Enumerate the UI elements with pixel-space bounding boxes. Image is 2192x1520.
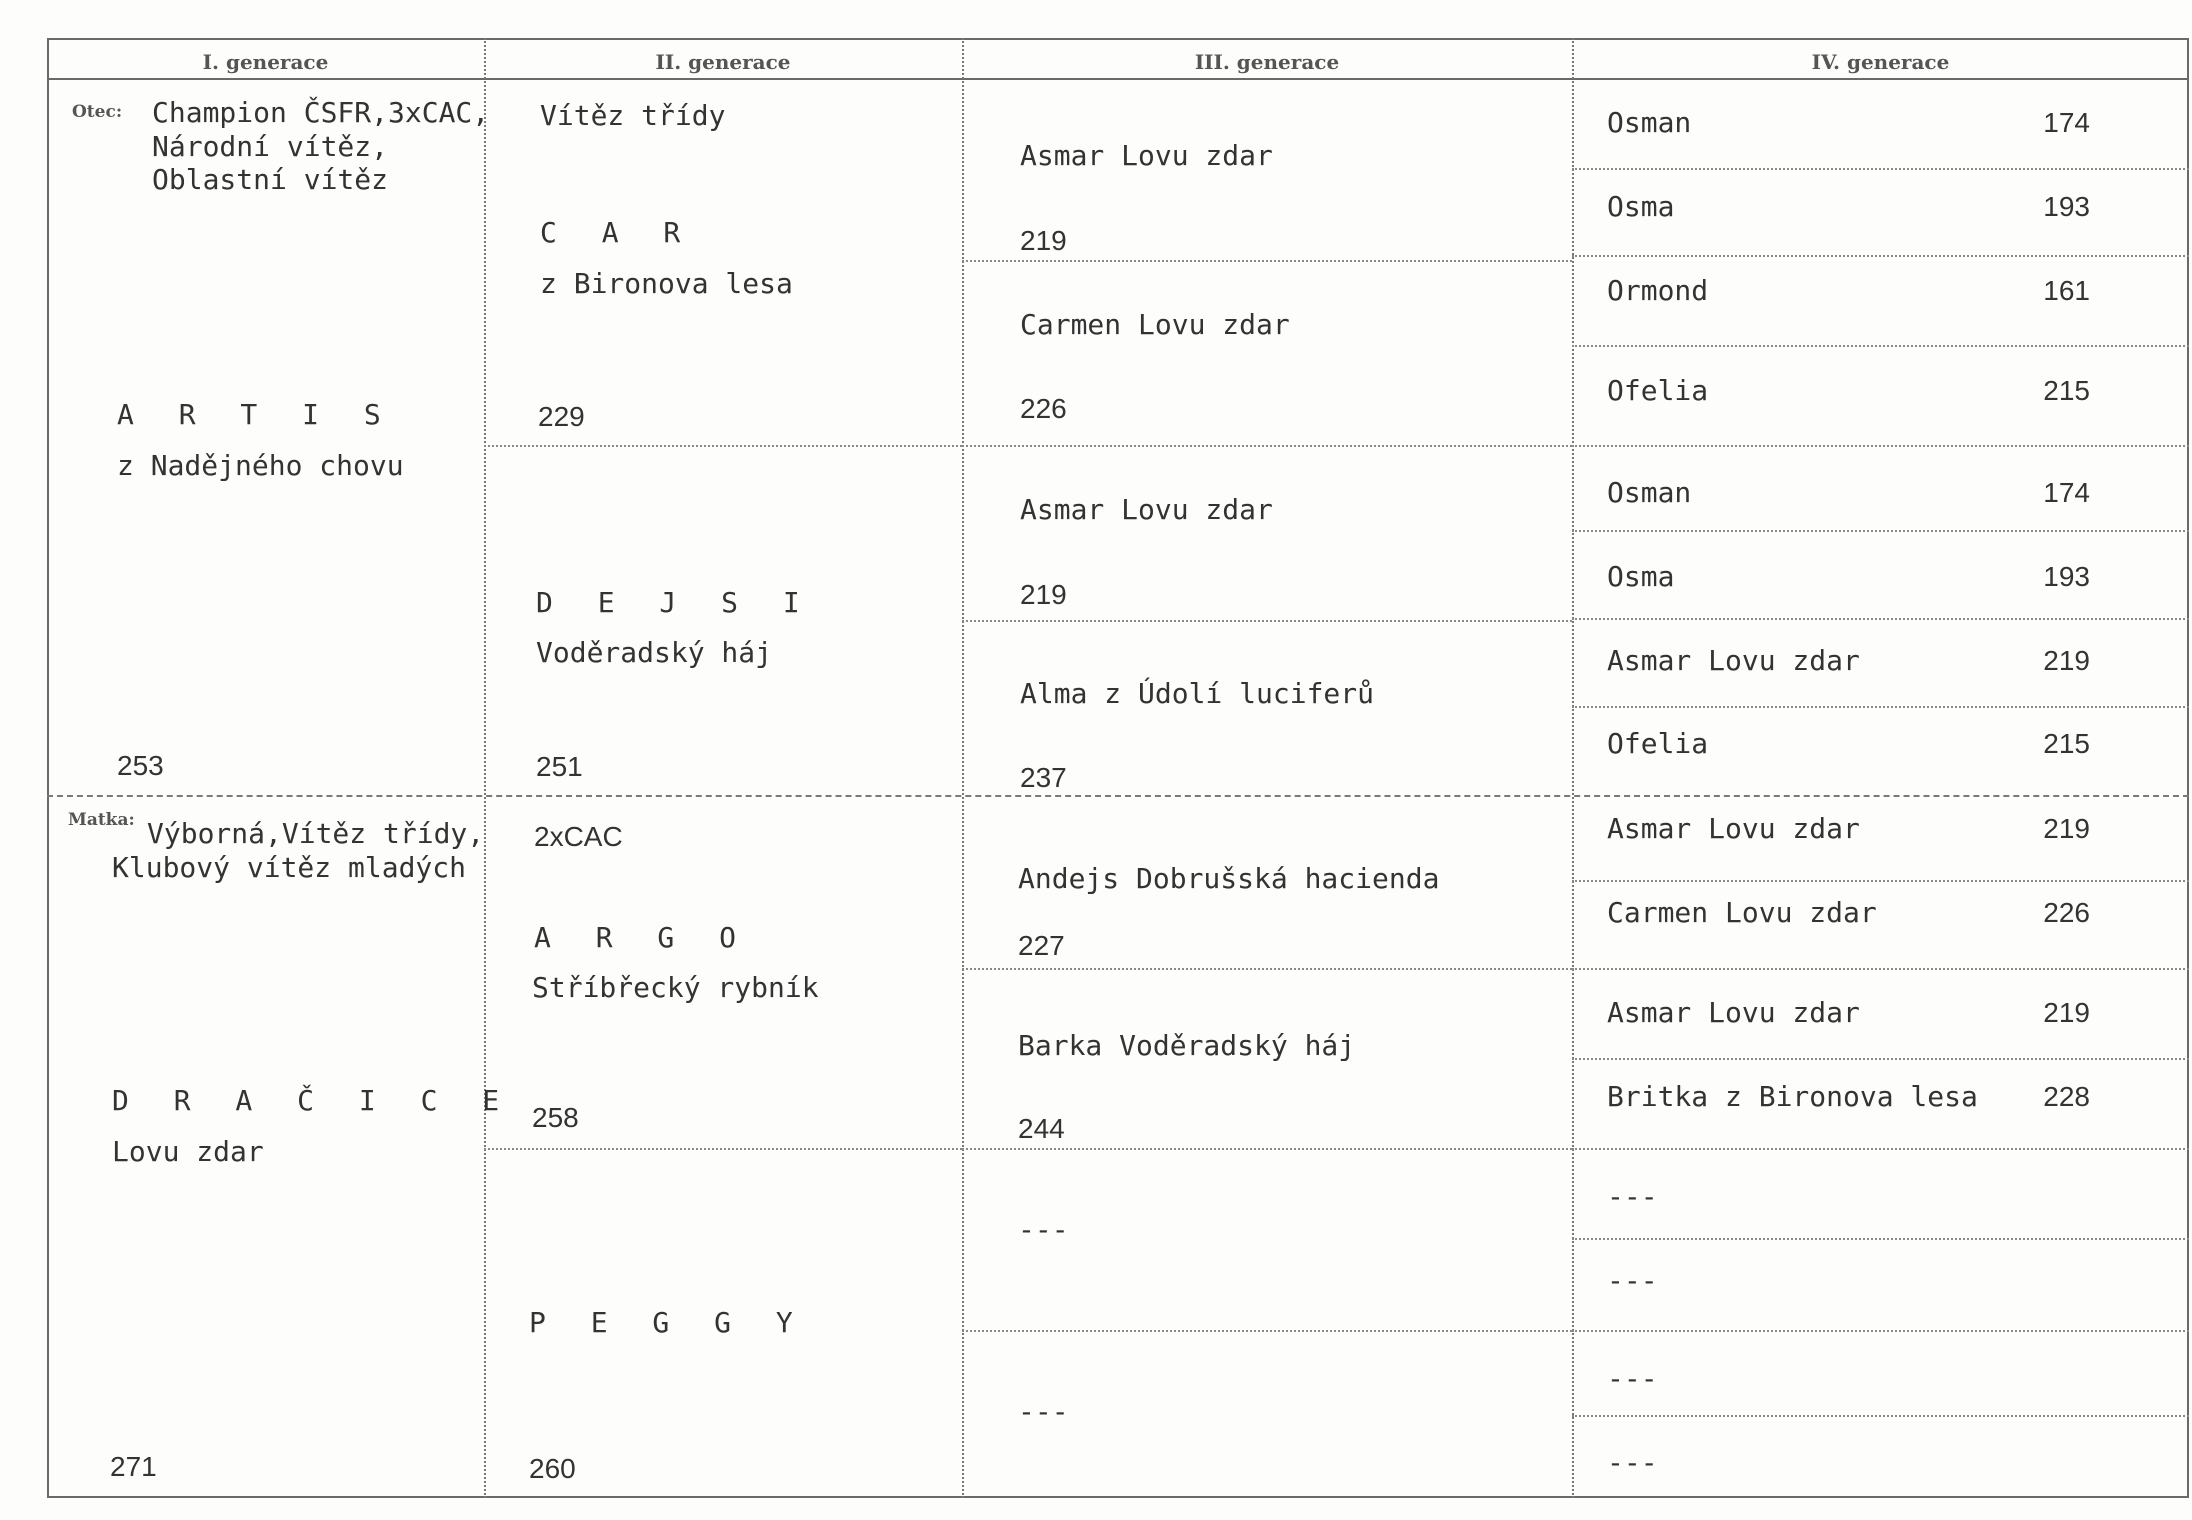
gen4-12-number: 228 bbox=[2043, 1081, 2090, 1112]
gen4-9-name: Asmar Lovu zdar bbox=[1607, 812, 1860, 845]
gen3-divider-2 bbox=[962, 445, 1572, 447]
header-gen1: I. generace bbox=[202, 50, 329, 74]
gen2-3-kennel: Stříbřecký rybník bbox=[532, 971, 819, 1004]
gen4-13-name: --- bbox=[1607, 1180, 1658, 1213]
sire-label: Otec: bbox=[72, 102, 123, 122]
sire-dam-divider bbox=[47, 795, 2189, 797]
header-gen4: IV. generace bbox=[1811, 50, 1950, 74]
gen4-1-name: Osman bbox=[1607, 106, 1692, 139]
gen4-11-number: 219 bbox=[2043, 997, 2090, 1028]
gen4-10-name: Carmen Lovu zdar bbox=[1607, 896, 1877, 929]
gen4-7-number: 219 bbox=[2043, 645, 2090, 676]
gen2-1-name: C A R bbox=[540, 216, 695, 249]
gen2-2-number: 251 bbox=[536, 751, 583, 782]
gen3-3-number: 219 bbox=[1020, 579, 1067, 610]
gen4-divider-13 bbox=[1572, 1330, 2189, 1332]
gen3-2-name: Carmen Lovu zdar bbox=[1020, 308, 1290, 341]
gen3-3-name: Asmar Lovu zdar bbox=[1020, 493, 1273, 526]
header-gen2: II. generace bbox=[655, 50, 791, 74]
gen4-divider-11 bbox=[1572, 1148, 2189, 1150]
gen4-5-name: Osman bbox=[1607, 476, 1692, 509]
sire-title-line-2: Národní vítěz, bbox=[152, 130, 389, 163]
column-divider-3 bbox=[1572, 38, 1574, 1498]
dam-kennel: Lovu zdar bbox=[112, 1135, 264, 1168]
gen4-divider-3 bbox=[1572, 345, 2189, 347]
gen4-5-number: 174 bbox=[2043, 477, 2090, 508]
sire-kennel: z Nadějného chovu bbox=[117, 449, 404, 482]
gen4-divider-8 bbox=[1572, 880, 2189, 882]
column-divider-2 bbox=[962, 38, 964, 1498]
gen4-divider-10 bbox=[1572, 1058, 2189, 1060]
dam-number: 271 bbox=[110, 1451, 157, 1482]
gen2-2-name: D E J S I bbox=[536, 586, 814, 619]
gen3-6-name: Barka Voděradský háj bbox=[1018, 1029, 1356, 1062]
gen4-divider-7 bbox=[1572, 706, 2189, 708]
gen2-2-kennel: Voděradský háj bbox=[536, 636, 773, 669]
gen3-divider-3 bbox=[962, 620, 1572, 622]
gen3-5-name: Andejs Dobrušská hacienda bbox=[1018, 862, 1440, 895]
sire-title-line-3: Oblastní vítěz bbox=[152, 163, 389, 196]
header-gen3: III. generace bbox=[1194, 50, 1340, 74]
gen4-divider-4 bbox=[1572, 445, 2189, 447]
gen3-4-number: 237 bbox=[1020, 762, 1067, 793]
gen4-6-number: 193 bbox=[2043, 561, 2090, 592]
gen4-divider-6 bbox=[1572, 618, 2189, 620]
gen3-2-number: 226 bbox=[1020, 393, 1067, 424]
gen4-16-name: --- bbox=[1607, 1446, 1658, 1479]
gen4-4-number: 215 bbox=[2043, 375, 2090, 406]
gen4-4-name: Ofelia bbox=[1607, 374, 1709, 407]
gen4-14-name: --- bbox=[1607, 1264, 1658, 1297]
gen3-divider-5 bbox=[962, 1148, 1572, 1150]
gen2-1-number: 229 bbox=[538, 401, 585, 432]
gen4-divider-14 bbox=[1572, 1415, 2189, 1417]
gen3-1-number: 219 bbox=[1020, 225, 1067, 256]
gen2-3-note: 2xCAC bbox=[534, 821, 623, 852]
gen4-7-name: Asmar Lovu zdar bbox=[1607, 644, 1860, 677]
dam-title-line-2: Klubový vítěz mladých bbox=[112, 851, 467, 884]
sire-name: A R T I S bbox=[117, 398, 395, 431]
gen4-1-number: 174 bbox=[2043, 107, 2090, 138]
gen4-8-name: Ofelia bbox=[1607, 727, 1709, 760]
gen2-4-name: P E G G Y bbox=[529, 1306, 807, 1339]
gen2-1-note: Vítěz třídy bbox=[540, 99, 726, 132]
sire-number: 253 bbox=[117, 750, 164, 781]
gen4-6-name: Osma bbox=[1607, 560, 1675, 593]
column-divider-1 bbox=[484, 38, 486, 1498]
gen4-divider-2 bbox=[1572, 255, 2189, 257]
gen3-1-name: Asmar Lovu zdar bbox=[1020, 139, 1273, 172]
gen3-4-name: Alma z Údolí luciferů bbox=[1020, 677, 1375, 710]
gen3-5-number: 227 bbox=[1018, 930, 1065, 961]
dam-label: Matka: bbox=[68, 810, 135, 830]
dam-title-line-1: Výborná,Vítěz třídy, bbox=[147, 817, 485, 850]
gen3-7-name: --- bbox=[1018, 1213, 1069, 1246]
gen4-divider-5 bbox=[1572, 530, 2189, 532]
gen4-10-number: 226 bbox=[2043, 897, 2090, 928]
gen4-divider-1 bbox=[1572, 168, 2189, 170]
gen3-6-number: 244 bbox=[1018, 1113, 1065, 1144]
gen4-11-name: Asmar Lovu zdar bbox=[1607, 996, 1860, 1029]
gen4-2-name: Osma bbox=[1607, 190, 1675, 223]
gen4-divider-9 bbox=[1572, 968, 2189, 970]
gen2-1-kennel: z Bironova lesa bbox=[540, 267, 793, 300]
gen4-9-number: 219 bbox=[2043, 813, 2090, 844]
gen3-divider-1 bbox=[962, 260, 1572, 262]
gen4-3-name: Ormond bbox=[1607, 274, 1709, 307]
dam-name: D R A Č I C E bbox=[112, 1084, 514, 1117]
gen2-4-number: 260 bbox=[529, 1453, 576, 1484]
gen2-divider-1 bbox=[484, 445, 962, 447]
gen4-12-name: Britka z Bironova lesa bbox=[1607, 1080, 1978, 1113]
gen4-8-number: 215 bbox=[2043, 728, 2090, 759]
table-frame bbox=[47, 38, 2189, 1498]
gen3-8-name: --- bbox=[1018, 1395, 1069, 1428]
gen4-15-name: --- bbox=[1607, 1362, 1658, 1395]
gen4-2-number: 193 bbox=[2043, 191, 2090, 222]
gen4-3-number: 161 bbox=[2043, 275, 2090, 306]
gen2-3-number: 258 bbox=[532, 1102, 579, 1133]
sire-title-line-1: Champion ČSFR,3xCAC, bbox=[152, 96, 490, 129]
gen4-divider-12 bbox=[1572, 1238, 2189, 1240]
gen3-divider-4 bbox=[962, 968, 1572, 970]
gen3-divider-6 bbox=[962, 1330, 1572, 1332]
gen2-3-name: A R G O bbox=[534, 921, 751, 954]
gen2-divider-2 bbox=[484, 1148, 962, 1150]
